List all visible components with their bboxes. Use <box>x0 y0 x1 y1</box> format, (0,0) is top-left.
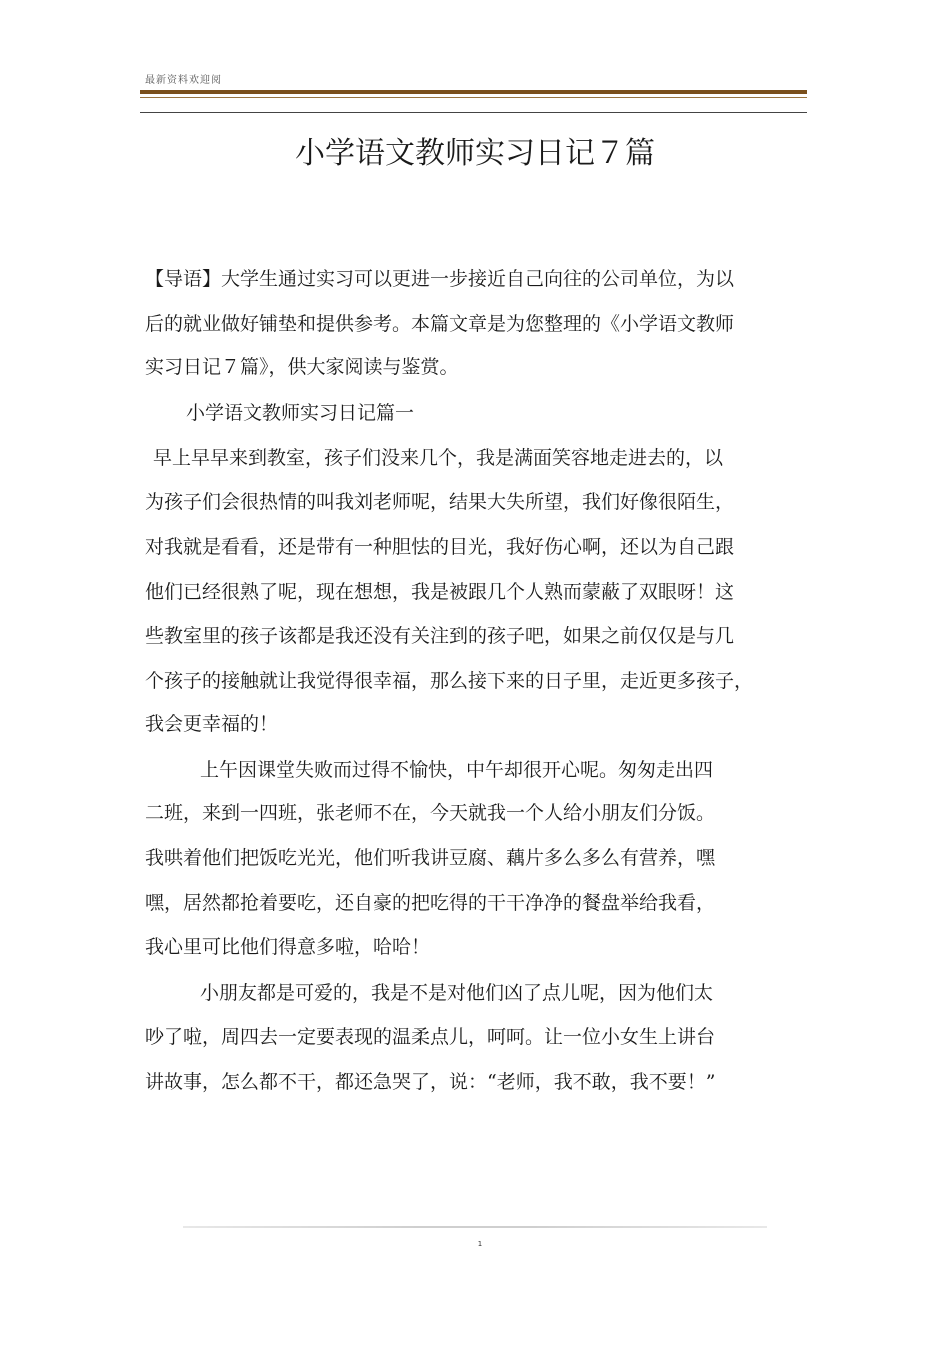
body-line: 上午因课堂失败而过得不愉快，中午却很开心呢。匆匆走出四 <box>200 759 714 781</box>
document-title: 小学语文教师实习日记７篇 <box>295 136 655 171</box>
header-rule-thin <box>140 97 807 98</box>
body-line: 些教室里的孩子该都是我还没有关注到的孩子吧，如果之前仅仅是与几 <box>145 625 735 647</box>
body-line: 嘿，居然都抢着要吃，还自豪的把吃得的干干净净的餐盘举给我看， <box>145 892 716 914</box>
body-line: 为孩子们会很热情的叫我刘老师呢，结果大失所望，我们好像很陌生， <box>145 491 735 513</box>
body-line: 【导语】大学生通过实习可以更进一步接近自己向往的公司单位，为以 <box>145 268 735 290</box>
body-line: 我会更幸福的！ <box>145 713 279 735</box>
section-heading: 小学语文教师实习日记篇一 <box>186 402 415 424</box>
body-line: 我心里可比他们得意多啦，哈哈！ <box>145 936 431 958</box>
body-line: 吵了啦，周四去一定要表现的温柔点儿，呵呵。让一位小女生上讲台 <box>145 1026 716 1048</box>
header-text: 最新资料欢迎阅 <box>145 75 222 86</box>
page-number: 1 <box>477 1240 483 1248</box>
body-line: 后的就业做好铺垫和提供参考。本篇文章是为您整理的《小学语文教师 <box>145 313 735 335</box>
body-line: 他们已经很熟了呢，现在想想，我是被跟几个人熟而蒙蔽了双眼呀！这 <box>145 581 735 603</box>
body-line: 讲故事，怎么都不干，都还急哭了，说：“老师，我不敢，我不要！” <box>145 1071 716 1093</box>
body-line: 二班，来到一四班，张老师不在，今天就我一个人给小朋友们分饭。 <box>145 802 716 824</box>
body-line: 对我就是看看，还是带有一种胆怯的目光，我好伤心啊，还以为自己跟 <box>145 536 735 558</box>
body-line: 早上早早来到教室，孩子们没来几个，我是满面笑容地走进去的，以 <box>153 447 724 469</box>
body-line: 实习日记７篇》，供大家阅读与鉴赏。 <box>145 356 459 378</box>
body-line: 小朋友都是可爱的，我是不是对他们凶了点儿呢，因为他们太 <box>200 982 714 1004</box>
header-rule-thick <box>140 90 807 94</box>
body-line: 个孩子的接触就让我觉得很幸福，那么接下来的日子里，走近更多孩子， <box>145 670 754 692</box>
header-rule-bottom <box>140 112 807 113</box>
footer-rule <box>183 1226 767 1228</box>
body-line: 我哄着他们把饭吃光光，他们听我讲豆腐、藕片多么多么有营养，嘿 <box>145 847 716 869</box>
